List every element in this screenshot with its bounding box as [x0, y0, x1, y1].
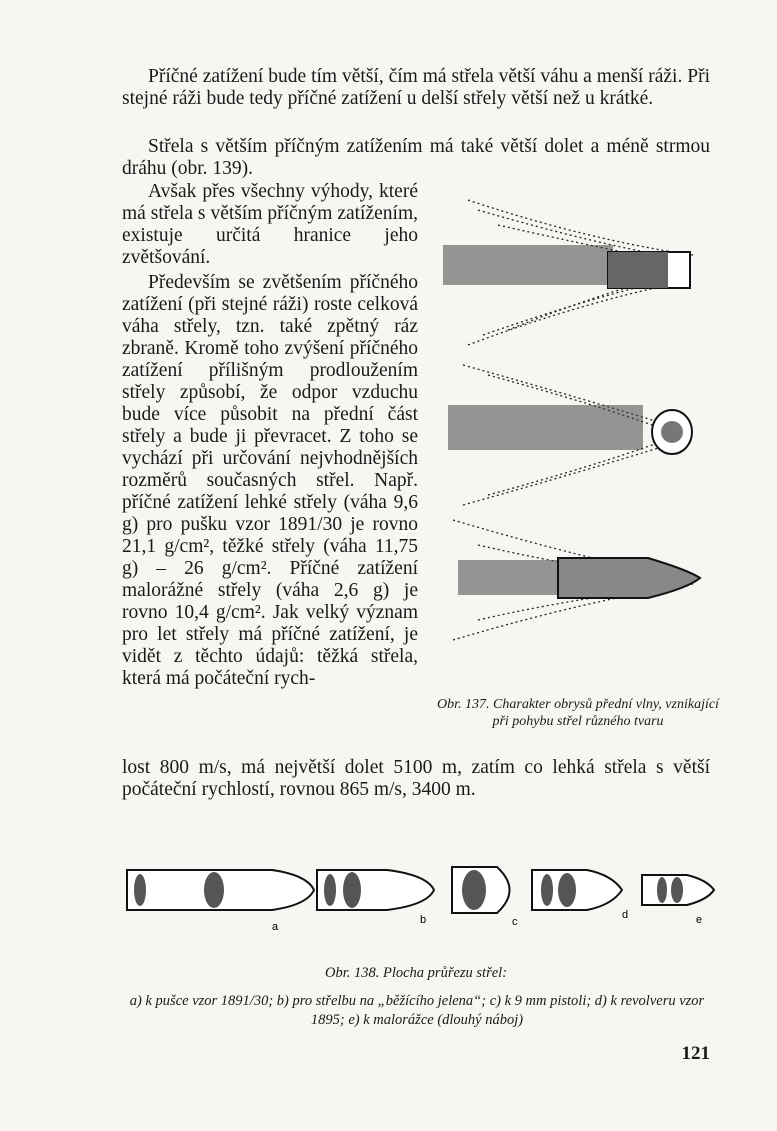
- paragraph-1: Příčné zatížení bude tím větší, čím má střela větší váhu a menší ráži. Při stejné ráži bude tedy příčné zatížení u delší střely větší než u krátké.: [122, 66, 710, 109]
- figure-137-caption: Obr. 137. Charakter obrysů přední vlny, vznikající při pohybu střel různého tvaru: [437, 697, 719, 729]
- figure-138-label-c: c: [512, 916, 518, 928]
- figure-138-label-d: d: [622, 909, 629, 921]
- figure-138-label-b: b: [420, 914, 427, 926]
- figure-138-caption-title: Obr. 138. Plocha průřezu střel:: [324, 964, 508, 981]
- pointed-bullet-icon: [558, 558, 700, 598]
- figure-138-label-a: a: [272, 921, 279, 933]
- page-number: 121: [681, 1043, 710, 1064]
- figure-138-bullet-cross-sections: [122, 855, 718, 935]
- figure-138-caption-body: a) k pušce vzor 1891/30; b) pro střelbu na „běžícího jelena“; c) k 9 mm pistoli; d) k revolveru vzor 1895; e) k malorážce (dlouhý náboj): [129, 992, 705, 1028]
- paragraph-2: Střela s větším příčným zatížením má také větší dolet a méně strmou dráhu (obr. 139).: [122, 136, 710, 179]
- paragraph-4: Především se zvětšením příčného zatížení (při stejné ráži) roste celková váha střely, tzn. také zpětný ráz zbraně. Kromě toho zvýšení příčného zatížení přílišným prodloužením střely způsobí, že odpor vzduchu bude více působit na přední část střely a bude ji převracet. Z toho se vychází při určování nejvhodnějších rozměrů současných střel. Např. příčné zatížení lehké střely (váha 9,6 g) pro pušku vzor 1891/30 je rovno 21,1 g/cm², těžké střely (váha 11,75 g) – 26 g/cm². Příčné zatížení malorážné střely (váha 2,6 g) je rovno 10,4 g/cm². Jak velký význam pro let střely má příčné zatížení, je vidět z těchto údajů: těžká střela, která má počáteční rych-: [122, 272, 418, 689]
- paragraph-5: lost 800 m/s, má největší dolet 5100 m, zatím co lehká střela s větší počáteční rychlostí, rovnou 865 m/s, 3400 m.: [122, 757, 710, 800]
- paragraph-3: Avšak přes všechny výhody, které má střela s větším příčným zatížením, existuje určitá hranice jeho zvětšování.: [122, 181, 418, 268]
- figure-137-bow-waves: [438, 180, 716, 670]
- figure-138-label-e: e: [696, 914, 703, 926]
